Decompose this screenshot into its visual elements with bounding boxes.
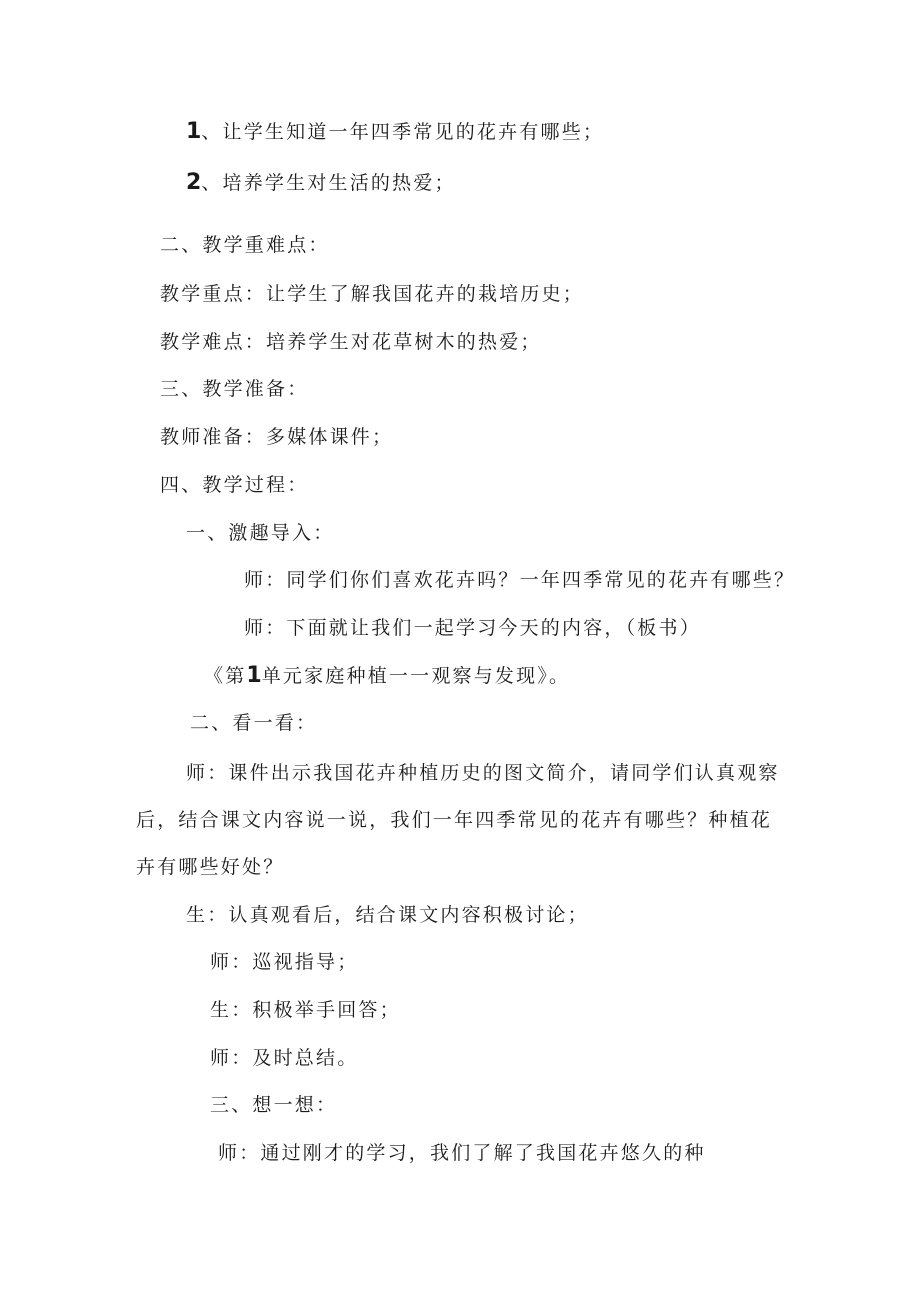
teaching-difficulty: 教学难点：培养学生对花草树木的热爱； xyxy=(160,331,542,353)
key-points-heading: 二、教学重难点： xyxy=(160,234,330,256)
intro-question: 师：同学们你们喜欢花卉吗？一年四季常见的花卉有哪些？ xyxy=(244,569,796,591)
student-discussion: 生：认真观看后，结合课文内容积极讨论； xyxy=(186,904,589,926)
objective-1-text: 、让学生知道一年四季常见的花卉有哪些； xyxy=(201,121,605,143)
unit-title-suffix: 单元家庭种植一一观察与发现》。 xyxy=(261,665,571,687)
intro-heading: 一、激趣导入： xyxy=(186,522,335,544)
teaching-focus: 教学重点：让学生了解我国花卉的栽培历史； xyxy=(160,283,585,305)
preparation-heading: 三、教学准备： xyxy=(160,378,309,400)
teacher-summary: 师：及时总结。 xyxy=(210,1047,359,1069)
intro-next: 师：下面就让我们一起学习今天的内容，（板书） xyxy=(244,617,701,639)
look-paragraph-line-3: 卉有哪些好处？ xyxy=(136,856,285,878)
unit-title-prefix: 《第 xyxy=(204,665,247,687)
look-heading: 二、看一看： xyxy=(190,712,318,734)
process-heading: 四、教学过程： xyxy=(160,474,309,496)
look-paragraph-line-2: 后，结合课文内容说一说，我们一年四季常见的花卉有哪些？种植花 xyxy=(136,809,773,831)
objective-2-text: 、培养学生对生活的热爱； xyxy=(201,172,456,194)
objective-2 xyxy=(186,171,456,195)
think-heading: 三、想一想： xyxy=(210,1094,338,1116)
objective-2-number: 2 xyxy=(186,170,202,195)
think-paragraph-line-1: 师：通过刚才的学习，我们了解了我国花卉悠久的种 xyxy=(218,1142,706,1164)
unit-title-number: 1 xyxy=(246,663,262,688)
look-paragraph-line-1: 师：课件出示我国花卉种植历史的图文简介，请同学们认真观察 xyxy=(186,762,780,784)
objective-1 xyxy=(186,120,604,144)
unit-title xyxy=(204,664,570,688)
student-answer: 生：积极举手回答； xyxy=(210,999,401,1021)
objective-1-number: 1 xyxy=(186,119,202,144)
teacher-preparation: 教师准备：多媒体课件； xyxy=(160,426,394,448)
teacher-guidance: 师：巡视指导； xyxy=(210,951,359,973)
